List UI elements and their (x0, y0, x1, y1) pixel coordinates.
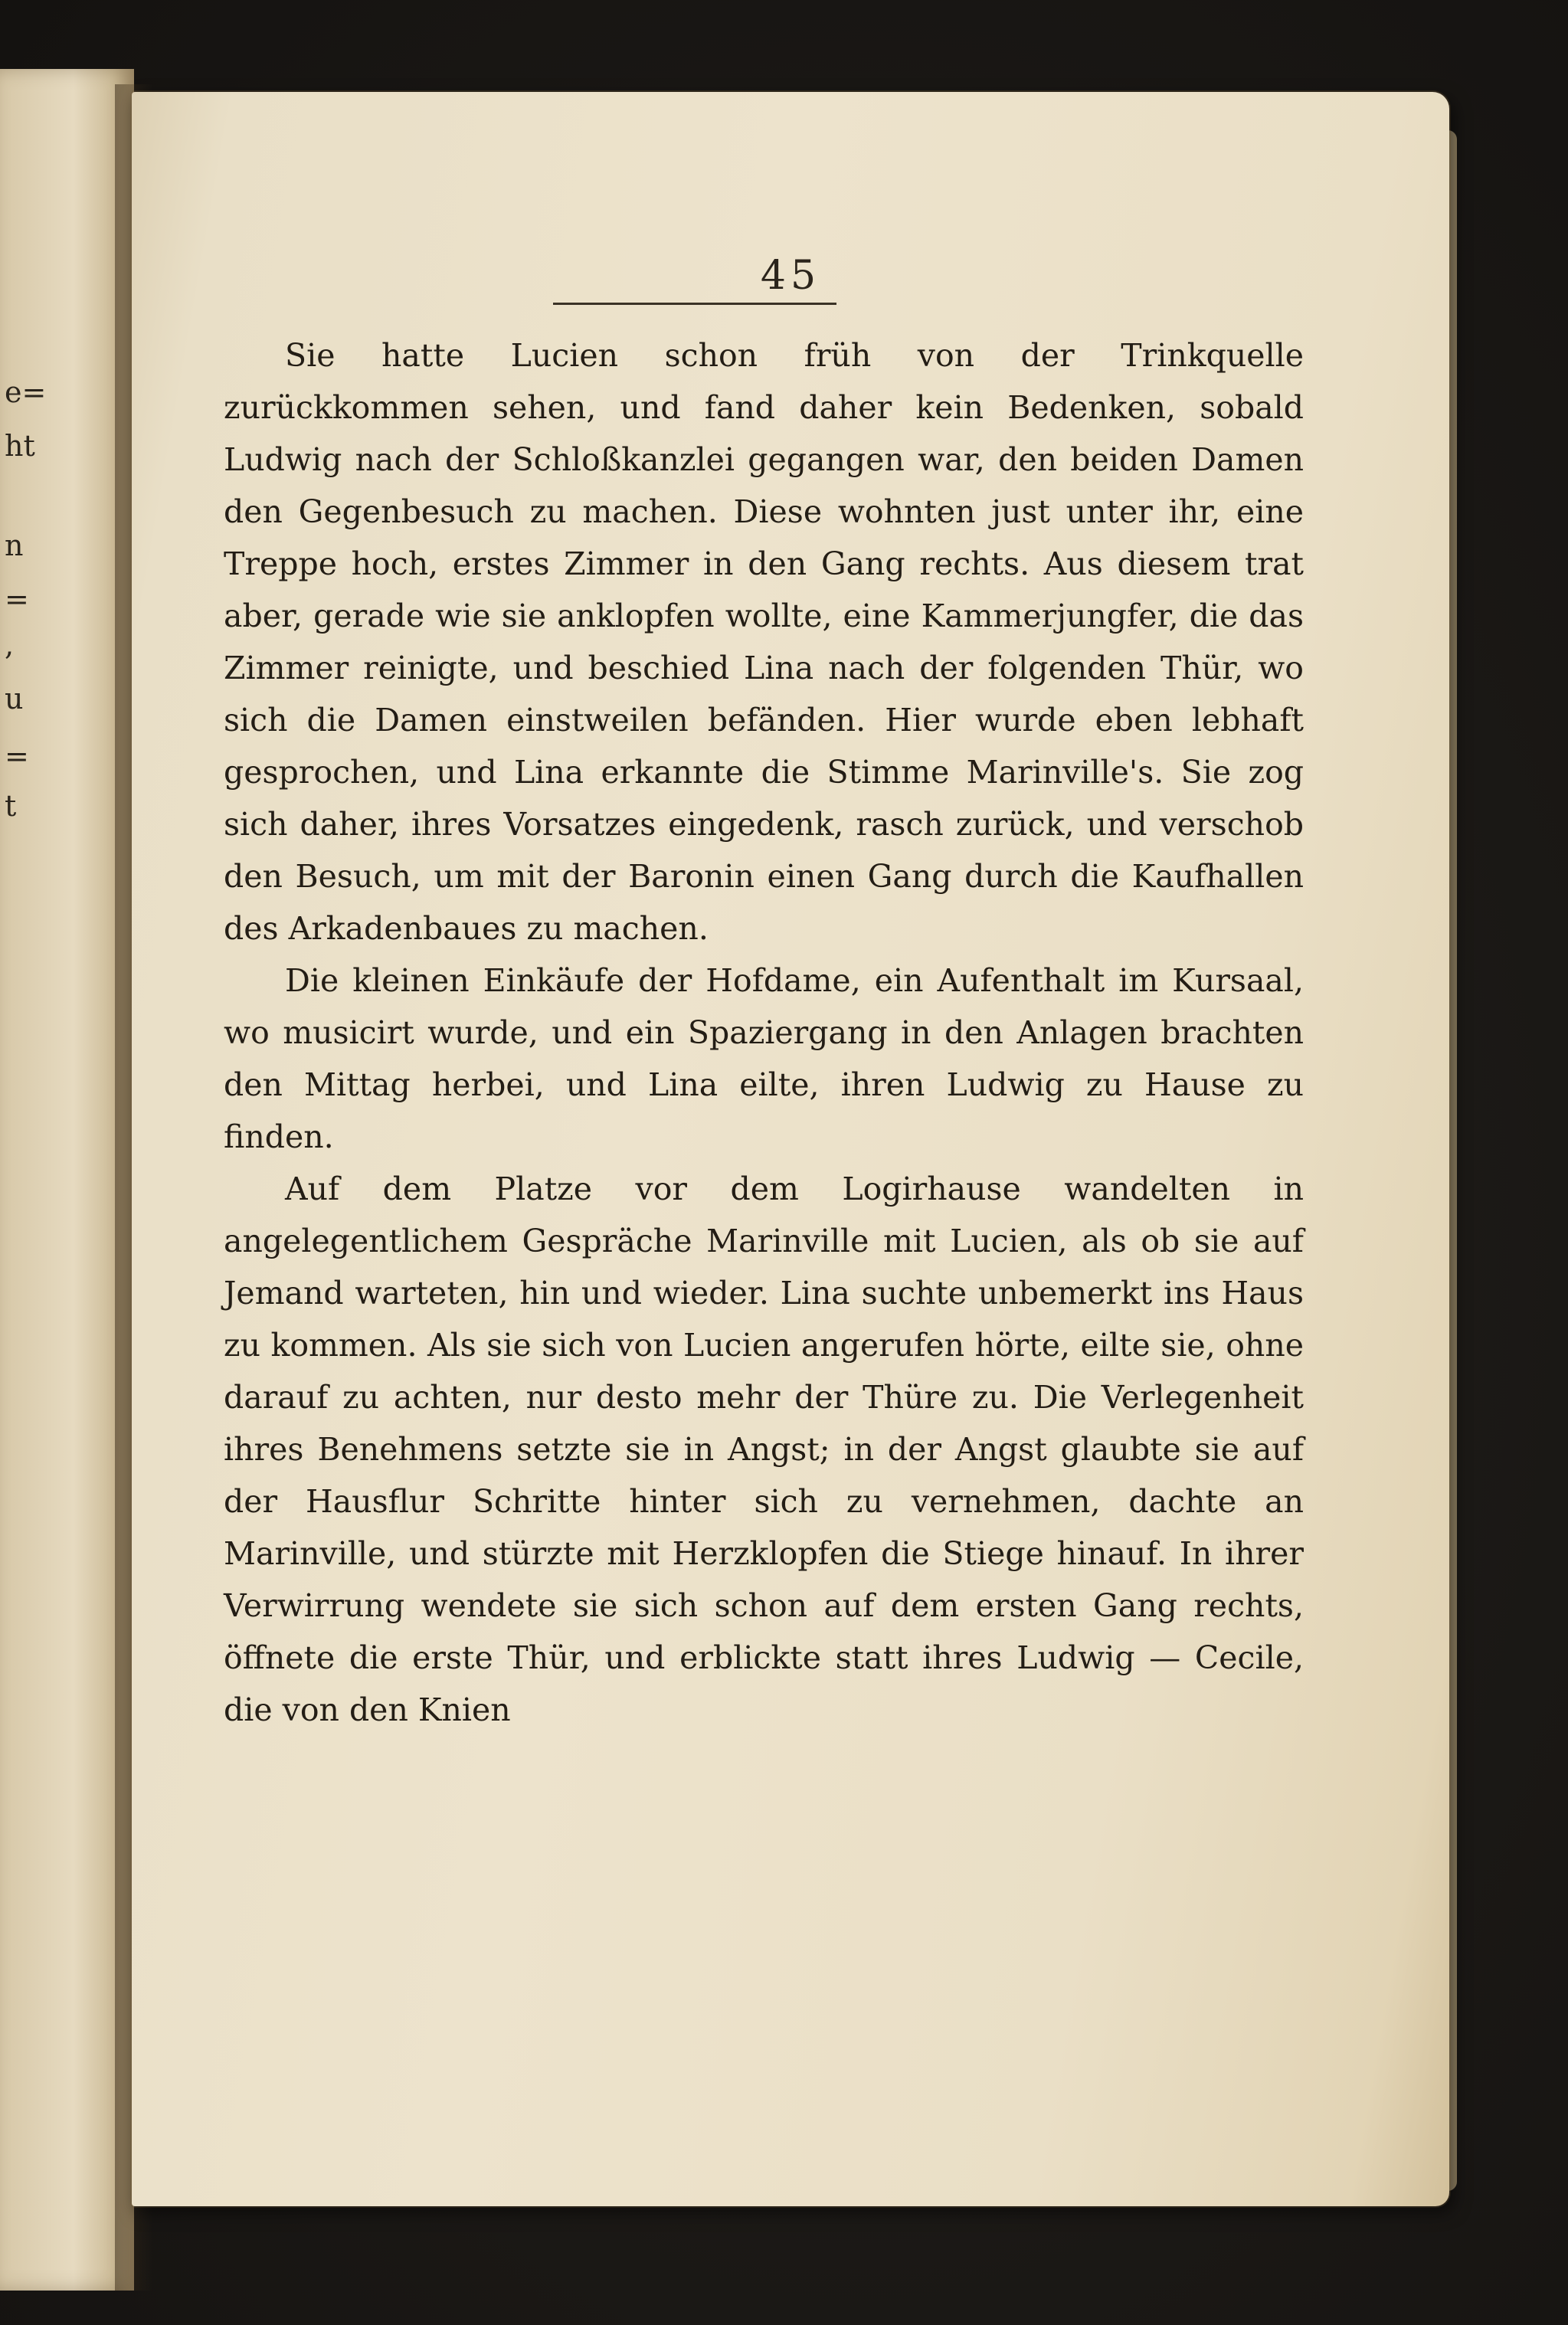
paragraph: Sie hatte Lucien schon früh von der Trinkquelle zurückkommen sehen, und fand daher kein Bedenken, sobald Ludwig nach der Schloßkanzlei gegangen war, den beiden Damen den Gegenbesuch zu machen. Diese wohnten just unter ihr, eine Treppe hoch, erstes Zimmer in den Gang rechts. Aus diesem trat aber, gerade wie sie anklopfen wollte, eine Kammerjungfer, die das Zimmer reinigte, und beschied Lina nach der folgenden Thür, wo sich die Damen einstweilen befänden. Hier wurde eben lebhaft gesprochen, und Lina erkannte die Stimme Marinville's. Sie zog sich daher, ihres Vorsatzes eingedenk, rasch zurück, und verschob den Besuch, um mit der Baronin einen Gang durch die Kaufhallen des Arkadenbaues zu machen. (224, 337, 1304, 947)
previous-page-edge (0, 69, 134, 2291)
left-page-fragment: = (5, 582, 29, 616)
paragraph: Die kleinen Einkäufe der Hofdame, ein Aufenthalt im Kursaal, wo musicirt wurde, und ein Spaziergang in den Anlagen brachten den Mittag herbei, und Lina eilte, ihren Ludwig zu Hause zu finden. (224, 962, 1304, 1155)
page-number: 45 (760, 253, 821, 299)
header-rule (553, 303, 836, 305)
paragraph: Auf dem Platze vor dem Logirhause wandelten in angelegentlichem Gespräche Marinville mit Lucien, als ob sie auf Jemand warteten, hin und wieder. Lina suchte unbemerkt ins Haus zu kommen. Als sie sich von Lucien angerufen hörte, eilte sie, ohne darauf zu achten, nur desto mehr der Thüre zu. Die Verlegenheit ihres Benehmens setzte sie in Angst; in der Angst glaubte sie auf der Hausflur Schritte hinter sich zu vernehmen, dachte an Marinville, und stürzte mit Herzklopfen die Stiege hinauf. In ihrer Verwirrung wendete sie sich schon auf dem ersten Gang rechts, öffnete die erste Thür, und erblickte statt ihres Ludwig — Cecile, die von den Knien (224, 1171, 1304, 1728)
left-page-fragment: , (5, 628, 15, 662)
left-page-fragment: e= (5, 375, 47, 409)
left-page-fragment: = (5, 739, 29, 773)
left-page-fragment: t (5, 789, 17, 823)
book-page (132, 92, 1449, 2206)
page-body-text (224, 329, 1304, 1736)
left-page-fragment: u (5, 682, 24, 716)
left-page-fragment: ht (5, 429, 35, 463)
left-page-fragment: n (5, 529, 24, 562)
